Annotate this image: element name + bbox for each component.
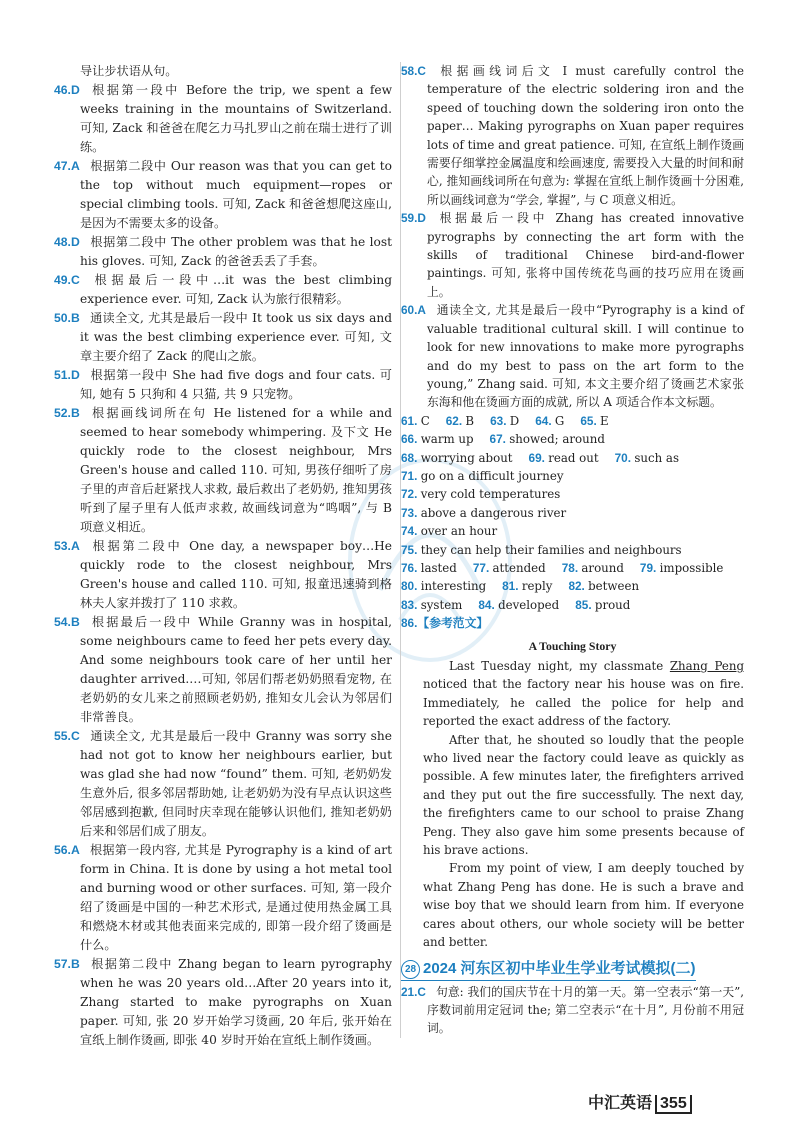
answer-item — [54, 537, 392, 613]
short-answer-entry: 62. B — [445, 413, 475, 428]
short-answer-entry: 80. interesting — [401, 579, 487, 594]
item-explanation: 通读全文, 尤其是最后一段中 Granny was sorry she had not got to know her neighbours earlier, but was glad she had now “found” them. 可知, 老奶奶发生意外后, 很多邻居帮助她, 让老奶奶为没有早点认识这些邻居感到抱歉, 但同时庆幸现在能够认识他们, 推知老奶奶后来和邻居们成了朋友。 — [80, 729, 392, 838]
item-answer: B — [70, 406, 80, 420]
item-explanation: 句意: 我们的国庆节在十月的第一天。第一空表示“第一天”, 序数词前用定冠词 the; 第二空表示“在十月”, 月份前不用冠词。 — [427, 984, 744, 1036]
essay-label: 86.【参考范文】 — [401, 616, 489, 631]
short-answer-entry: 65. E — [580, 413, 609, 428]
item-number: 48. — [54, 235, 71, 249]
essay-p1-after: noticed that the factory near his house was on fire. Immediately, he called the police for help and reported the exact address of the factory. — [423, 677, 744, 729]
answer-item — [54, 366, 392, 404]
section-heading — [401, 958, 696, 981]
short-answer-entry: 73. above a dangerous river — [401, 505, 567, 520]
item-explanation: 根据最后一段中 Zhang has created innovative pyrographs by connecting the art form with the skills of traditional Chinese bird-and-flower paintings. 可知, 张将中国传统花鸟画的技巧应用在烫画上。 — [427, 211, 744, 299]
item-answer: A — [417, 303, 426, 318]
section-number-badge: 28 — [401, 960, 420, 979]
item-explanation: 根据第一段内容, 尤其是 Pyrography is a kind of art form in China. It is done by using a hot metal tool and burning wood or other surfaces. 可知, 第一段介绍了烫画是中国的一种艺术形式, 是通过使用热金属工具和燃烧木材或其他表面来完成的, 即第一段介绍了烫画是什么。 — [80, 843, 392, 952]
answer-item — [54, 271, 392, 309]
item-number: 51. — [54, 368, 71, 382]
short-answer-entry: 85. proud — [575, 597, 631, 612]
short-answer-entry: 79. impossible — [639, 560, 724, 575]
item-number: 55. — [54, 729, 71, 743]
answer-item — [54, 233, 392, 271]
short-answer-row — [401, 412, 744, 430]
short-answer-entry: 72. very cold temperatures — [401, 487, 561, 502]
item-explanation: 根据画线词后文 I must carefully control the temperature of the electric soldering iron and the speed of touching down the soldering iron onto the paper… Making pyrographs on Xuan paper requires lots of time and great patience. 可知, 在宣纸上制作烫画需要仔细掌控金属温度和绘画速度, 需要投入大量的时间和耐心, 推知画线词所在句意为: 掌握在宣纸上制作烫画十分困难, 所以画线词意为“学会, 掌握”, 与 C 项意义相近。 — [427, 64, 744, 207]
answer-item — [54, 404, 392, 537]
section-title-text: 2024 河东区初中毕业生学业考试模拟(二) — [423, 959, 696, 977]
item-answer: D — [70, 235, 80, 249]
short-answer-row — [401, 485, 744, 503]
short-answer-entry: 63. D — [490, 413, 520, 428]
short-answer-row — [401, 467, 744, 485]
answer-item — [54, 157, 392, 233]
footer-brand: 中汇英语 — [588, 1095, 653, 1112]
right-answer-items — [401, 62, 744, 412]
item-answer: C — [70, 729, 80, 743]
essay-paragraph-2: After that, he shouted so loudly that the people who lived near the factory could leave as quickly as possible. A few minutes later, the firefighters arrived and they put out the fire successfully. The next day, the firefighters came to our school to praise Zhang Peng. They also gave him some presents because of his brave actions. — [423, 732, 744, 858]
essay-paragraph-3: From my point of view, I am deeply touched by what Zhang Peng has done. He is such a brave and wise boy that we should learn from him. If everyone cares about others, our whole society will be better and better. — [423, 861, 744, 950]
essay-p1-name: Zhang Peng — [669, 659, 744, 673]
item-explanation: 根据第二段中 Our reason was that you can get to the top without much equipment—ropes or special climbing tools. 可知, Zack 和爸爸想爬这座山, 是因为不需要太多的设备。 — [80, 159, 392, 230]
page-number: 355 — [655, 1095, 692, 1114]
essay-title: A Touching Story — [528, 638, 617, 653]
short-answer-entry: 81. reply — [502, 579, 553, 594]
item-number: 58. — [401, 64, 418, 78]
item-number: 59. — [401, 211, 418, 226]
short-answer-row — [401, 449, 744, 467]
short-answer-entry: 67. showed; around — [489, 432, 605, 447]
short-answer-entry: 84. developed — [478, 597, 560, 612]
item-explanation: 通读全文, 尤其是最后一段中 It took us six days and it was the best climbing experience ever. 可知, 文章主要介绍了 Zack 的爬山之旅。 — [80, 311, 392, 363]
item-answer: C — [417, 64, 426, 78]
short-answer-entry: 69. read out — [528, 450, 599, 465]
item-number: 47. — [54, 159, 71, 173]
item-explanation: 导让步状语从句。 — [80, 64, 178, 78]
short-answer-lines — [401, 412, 744, 614]
short-answer-entry: 71. go on a difficult journey — [401, 468, 564, 483]
short-answer-entry: 76. lasted — [401, 560, 457, 575]
short-answer-entry: 77. attended — [472, 560, 546, 575]
answer-item — [54, 727, 392, 841]
item-explanation: 根据画线词所在句 He listened for a while and seemed to hear somebody whimpering. 及下文 He quickly rode to the closest neighbour, Mrs Green's house and called 110. 可知, 男孩仔细听了房子里的声音后赶紧找人求救, 最后救出了老奶奶, 推知男孩听到了屋子里有人低声求救, 故画线词意为“鸣咽”, 与 B 项意义相近。 — [80, 406, 392, 534]
item-answer: D — [70, 368, 80, 382]
item-number: 57. — [54, 957, 71, 971]
item-explanation: 根据最后一段中…it was the best climbing experience ever. 可知, Zack 认为旅行很精彩。 — [80, 273, 392, 306]
item-explanation: 根据第二段中 Zhang began to learn pyrography when he was 20 years old…After 20 years into it, Zhang started to make pyrographs on Xuan paper. 可知, 张 20 岁开始学习烫画, 20 年后, 张开始在宣纸上制作烫画, 即张 40 岁时开始在宣纸上制作烫画。 — [80, 957, 392, 1047]
item-answer: D — [417, 211, 426, 226]
item-number: 52. — [54, 406, 71, 420]
answer-item — [54, 62, 392, 81]
short-answer-row — [401, 596, 744, 614]
item-answer: B — [70, 957, 80, 971]
short-answer-row — [401, 541, 744, 559]
item-answer: A — [70, 159, 80, 173]
short-answer-entry: 82. between — [568, 579, 640, 594]
item-answer: D — [70, 83, 80, 97]
answer-item-21 — [401, 983, 744, 1038]
model-essay — [401, 614, 744, 951]
item-number: 21. — [401, 984, 418, 999]
item-number: 56. — [54, 843, 71, 857]
short-answer-row — [401, 430, 744, 448]
item-number: 60. — [401, 303, 418, 318]
short-answer-entry: 78. around — [561, 560, 624, 575]
page-footer — [588, 1090, 692, 1113]
answer-item — [54, 955, 392, 1050]
item-explanation: 根据第二段中 The other problem was that he lost his gloves. 可知, Zack 的爸爸丢丢了手套。 — [80, 235, 392, 268]
answer-item — [54, 81, 392, 157]
answer-item — [54, 841, 392, 955]
short-answer-row — [401, 577, 744, 595]
answer-item — [401, 62, 744, 209]
short-answer-entry: 75. they can help their families and neighbours — [401, 542, 682, 557]
item-explanation: 根据第一段中 Before the trip, we spent a few weeks training in the mountains of Switzerland. 可知, Zack 和爸爸在爬乞力马扎罗山之前在瑞士进行了训练。 — [80, 83, 392, 154]
short-answer-entry: 68. worrying about — [401, 450, 513, 465]
short-answer-row — [401, 522, 744, 540]
item-answer: C — [417, 984, 426, 999]
short-answer-entry: 61. C — [401, 413, 430, 428]
right-column — [400, 62, 744, 1038]
essay-p1-before: Last Tuesday night, my classmate — [449, 659, 670, 673]
item-number: 49. — [54, 273, 71, 287]
item-answer: C — [70, 273, 80, 287]
answer-item — [54, 309, 392, 366]
short-answer-row — [401, 504, 744, 522]
item-number: 50. — [54, 311, 71, 325]
short-answer-entry: 74. over an hour — [401, 524, 498, 539]
item-number: 54. — [54, 615, 71, 629]
item-answer: B — [70, 615, 80, 629]
short-answer-row — [401, 559, 744, 577]
essay-paragraph-1 — [401, 657, 744, 731]
short-answer-entry: 70. such as — [614, 450, 680, 465]
short-answer-entry: 64. G — [535, 413, 565, 428]
item-number: 53. — [54, 539, 71, 553]
item-answer: A — [70, 843, 80, 857]
left-column — [54, 62, 392, 1050]
item-explanation: 根据第一段中 She had five dogs and four cats. 可知, 她有 5 只狗和 4 只猫, 共 9 只宠物。 — [80, 368, 392, 401]
item-number: 46. — [54, 83, 71, 97]
item-explanation: 根据第二段中 One day, a newspaper boy…He quickly rode to the closest neighbour, Mrs Green's house and called 110. 可知, 报童迅速骑到格林夫人家并拨打了 110 求救。 — [80, 539, 392, 610]
short-answer-entry: 83. system — [401, 597, 463, 612]
answer-item — [54, 613, 392, 727]
item-answer: B — [70, 311, 80, 325]
answer-item — [401, 301, 744, 411]
answer-item — [401, 209, 744, 301]
item-explanation: 通读全文, 尤其是最后一段中“Pyrography is a kind of valuable traditional cultural skill. I will continue to look for new innovations to make more pyrographs and do my best to pass on the art form to the young,” Zhang said. 可知, 本文主要介绍了烫画艺术家张东海和他在烫画方面的成就, 所以 A 项适合作本文标题。 — [427, 303, 744, 410]
item-explanation: 根据最后一段中 While Granny was in hospital, some neighbours came to feed her pets every day. And some neighbours took care of her until her daughter arrived.…可知, 邻居们帮老奶奶照看宠物, 在老奶奶的女儿来之前照顾老奶奶, 推知女儿会认为邻居们非常善良。 — [80, 615, 392, 724]
short-answer-entry: 66. warm up — [401, 432, 474, 447]
item-answer: A — [70, 539, 80, 553]
